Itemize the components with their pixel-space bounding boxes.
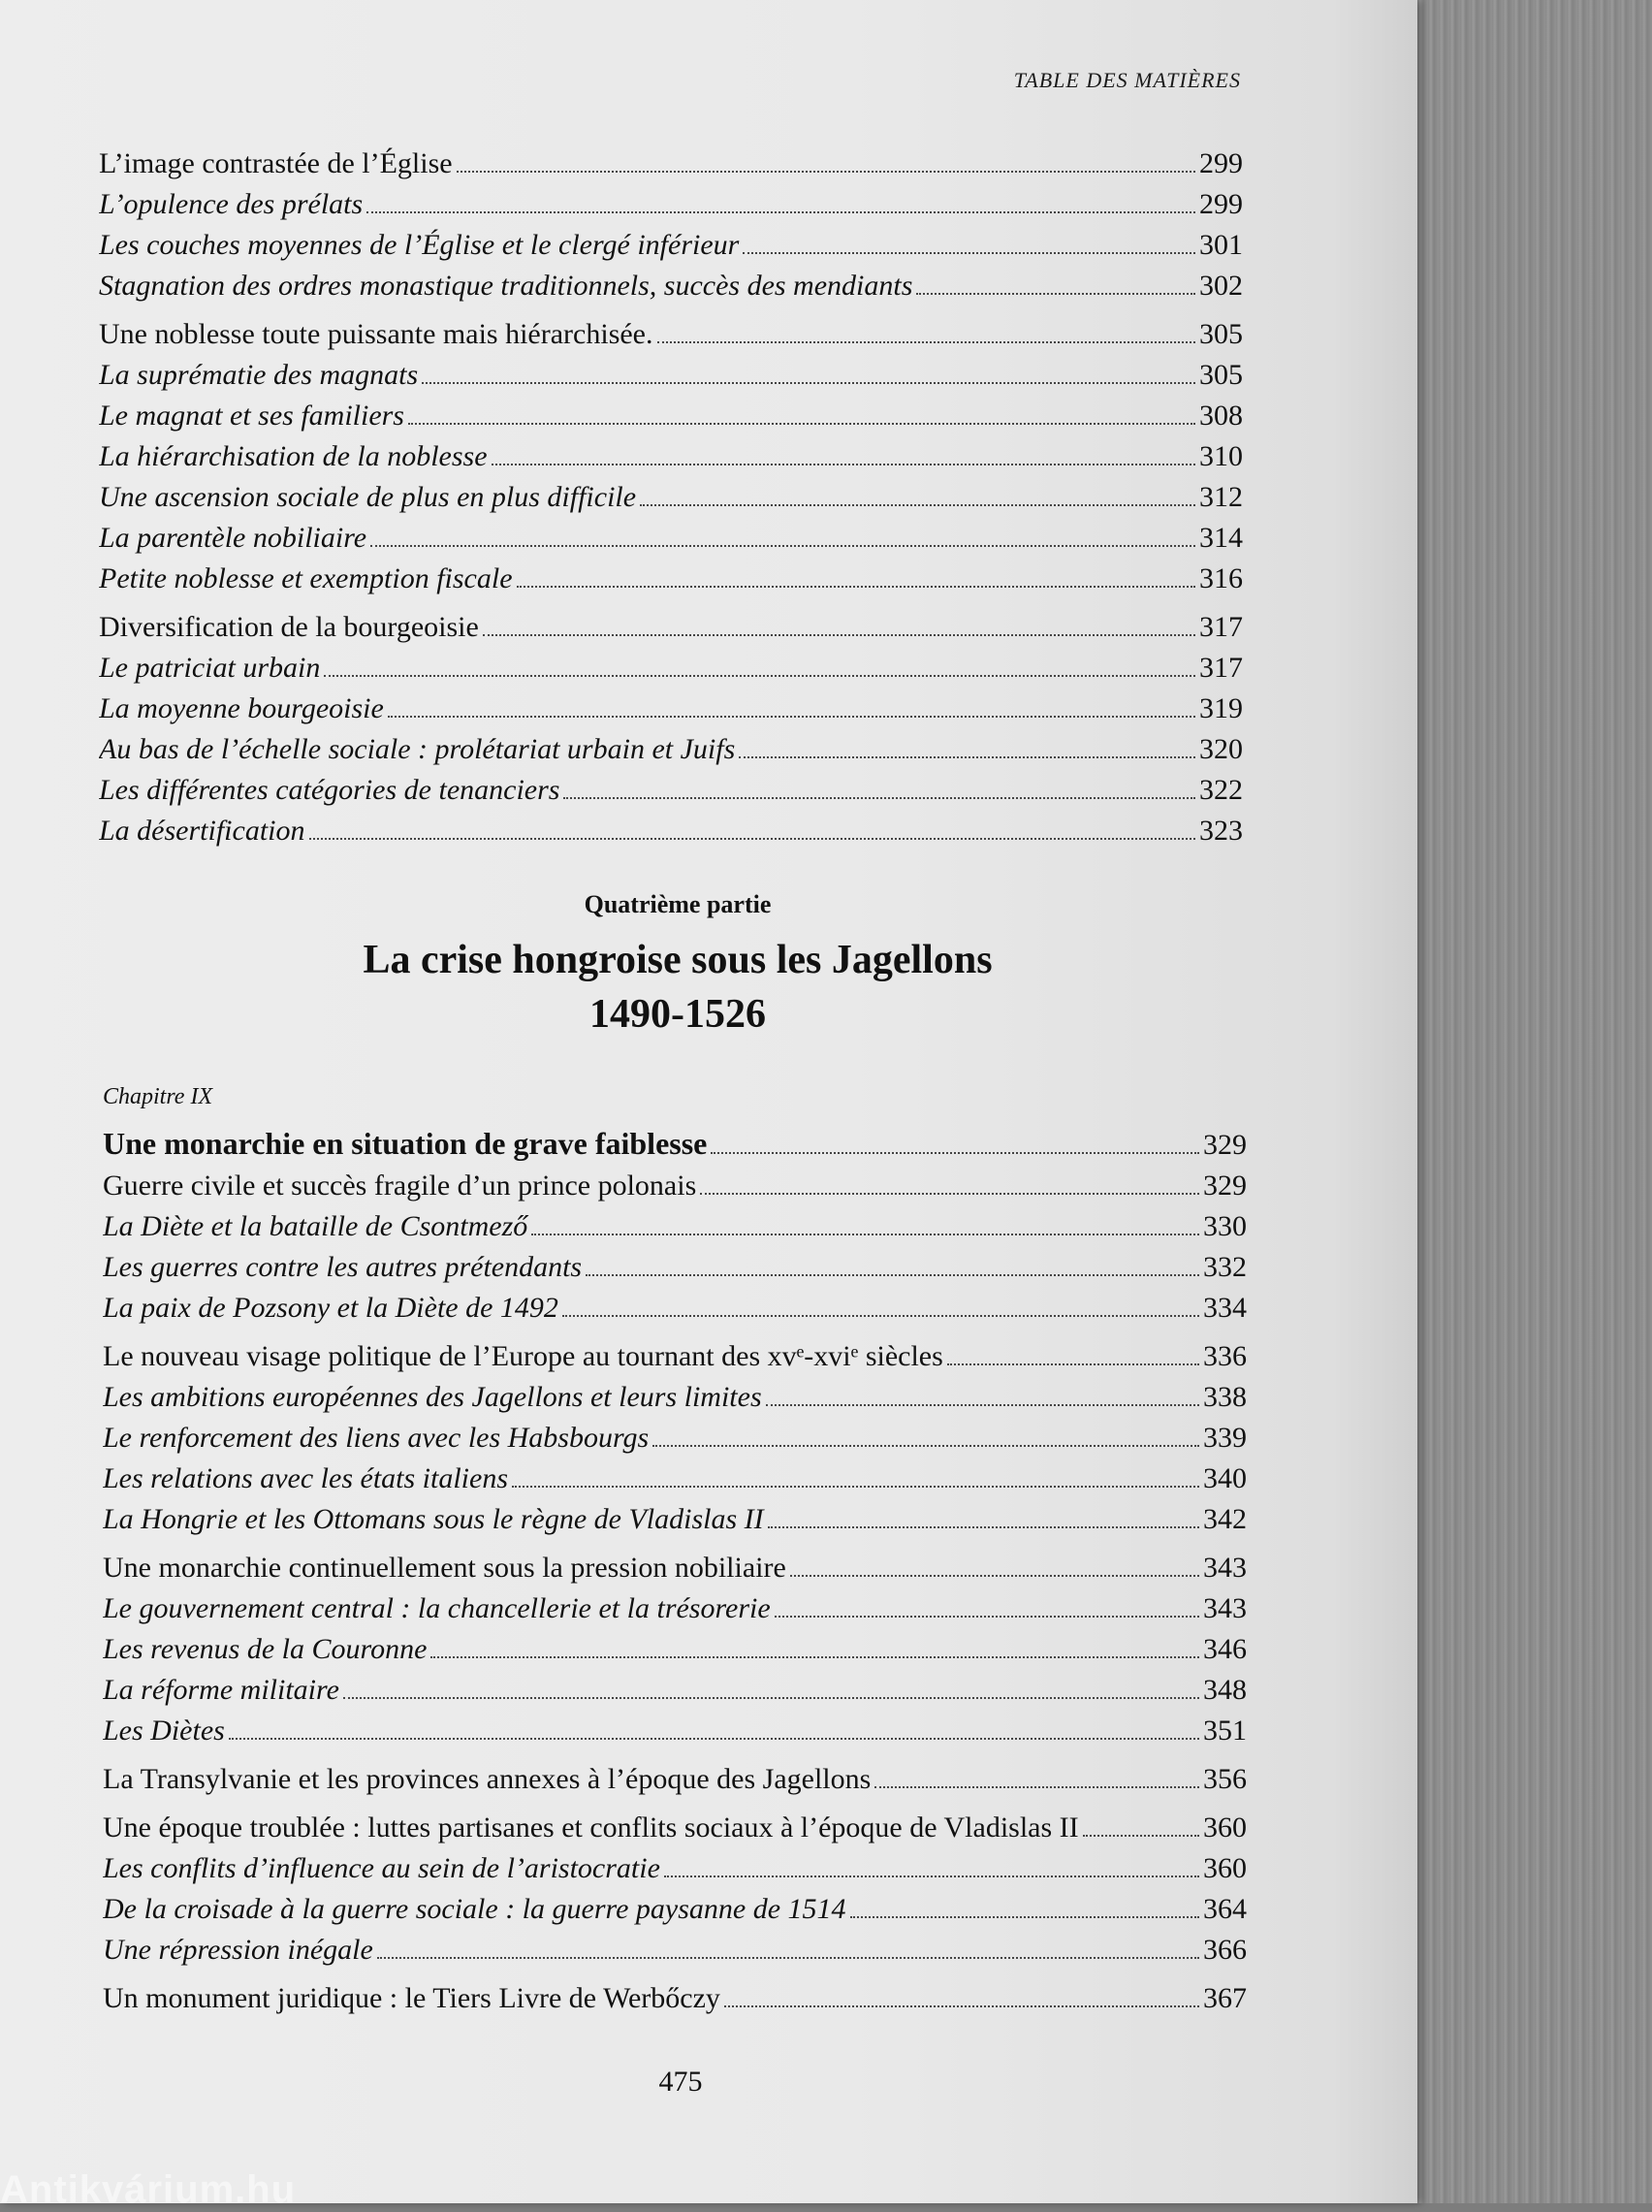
toc-entry-page: 312 bbox=[1199, 481, 1243, 513]
leader-dots bbox=[790, 1575, 1199, 1577]
toc-entry-page: 299 bbox=[1199, 188, 1243, 220]
toc-entry-page: 317 bbox=[1199, 611, 1243, 643]
toc-entry-title: La désertification bbox=[99, 815, 305, 847]
toc-entry-page: 305 bbox=[1199, 359, 1243, 391]
leader-dots bbox=[366, 211, 1195, 213]
leader-dots bbox=[874, 1786, 1199, 1788]
toc-entry-page: 360 bbox=[1203, 1852, 1247, 1884]
toc-entry-title: La paix de Pozsony et la Diète de 1492 bbox=[103, 1292, 558, 1324]
toc-entry-page: 299 bbox=[1199, 147, 1243, 179]
toc-subentry[interactable] bbox=[99, 648, 1243, 689]
toc-entry-page: 348 bbox=[1203, 1674, 1247, 1706]
toc-subentry[interactable] bbox=[99, 477, 1243, 518]
leader-dots bbox=[309, 838, 1196, 840]
toc-entry-title: Une époque troublée : luttes partisanes et conflits sociaux à l’époque de Vladislas II bbox=[103, 1811, 1079, 1843]
toc-entry-title: Les guerres contre les autres prétendants bbox=[103, 1251, 583, 1283]
toc-entry-title: Les relations avec les états italiens bbox=[103, 1462, 508, 1494]
toc-group bbox=[99, 607, 1243, 851]
toc-subentry[interactable] bbox=[103, 1288, 1247, 1329]
toc-entry-title: Diversification de la bourgeoisie bbox=[99, 611, 479, 643]
toc-entry[interactable] bbox=[99, 314, 1243, 355]
leader-dots bbox=[947, 1363, 1199, 1365]
leader-dots bbox=[408, 423, 1195, 425]
chapter-label: Chapitre IX bbox=[103, 1084, 213, 1109]
toc-entry-page: 343 bbox=[1203, 1552, 1247, 1584]
leader-dots bbox=[657, 341, 1196, 343]
toc-entry-title: L’image contrastée de l’Église bbox=[99, 147, 453, 179]
toc-entry-page: 334 bbox=[1203, 1292, 1247, 1324]
leader-dots bbox=[422, 382, 1195, 384]
leader-dots bbox=[724, 2005, 1199, 2007]
leader-dots bbox=[739, 756, 1195, 758]
toc-subentry[interactable] bbox=[99, 396, 1243, 436]
toc-subentry[interactable] bbox=[103, 1670, 1247, 1711]
leader-dots bbox=[850, 1916, 1199, 1918]
toc-subentry[interactable] bbox=[103, 1711, 1247, 1751]
chapter-title-entry[interactable] bbox=[103, 1121, 1247, 1166]
leader-dots bbox=[229, 1738, 1199, 1740]
toc-entry-page: 301 bbox=[1199, 229, 1243, 261]
toc-subentry[interactable] bbox=[99, 436, 1243, 477]
part-title bbox=[0, 933, 1355, 1042]
toc-entry-title: Stagnation des ordres monastique traditionnels, succès des mendiants bbox=[99, 270, 913, 302]
toc-subentry[interactable] bbox=[103, 1418, 1247, 1459]
leader-dots bbox=[775, 1616, 1199, 1618]
leader-dots bbox=[430, 1656, 1199, 1658]
toc-entry-title: Une répression inégale bbox=[103, 1934, 373, 1966]
leader-dots bbox=[512, 1486, 1199, 1488]
toc-entry-title: Une monarchie continuellement sous la pression nobiliaire bbox=[103, 1552, 786, 1584]
toc-subentry[interactable] bbox=[99, 266, 1243, 306]
toc-entry-title: De la croisade à la guerre sociale : la guerre paysanne de 1514 bbox=[103, 1893, 846, 1925]
toc-entry-page: 332 bbox=[1203, 1251, 1247, 1283]
toc-entry-title: Les revenus de la Couronne bbox=[103, 1633, 428, 1665]
toc-group bbox=[103, 1548, 1247, 1751]
toc-entry-title: Les Diètes bbox=[103, 1715, 225, 1747]
leader-dots bbox=[586, 1274, 1199, 1276]
chapter-page: 329 bbox=[1203, 1129, 1247, 1161]
leader-dots bbox=[1083, 1835, 1199, 1837]
leader-dots bbox=[766, 1404, 1199, 1406]
toc-subentry[interactable] bbox=[99, 559, 1243, 599]
running-header: TABLE DES MATIÈRES bbox=[1013, 68, 1241, 92]
toc-subentry[interactable] bbox=[99, 225, 1243, 266]
background-wall bbox=[1417, 0, 1652, 2203]
toc-entry-title: La réforme militaire bbox=[103, 1674, 339, 1706]
toc-entry-page: 364 bbox=[1203, 1893, 1247, 1925]
toc-entry-page: 322 bbox=[1199, 774, 1243, 806]
leader-dots bbox=[743, 252, 1195, 254]
page-number: 475 bbox=[658, 2066, 703, 2098]
leader-dots bbox=[562, 1315, 1199, 1317]
toc-entry-title: La suprématie des magnats bbox=[99, 359, 419, 391]
toc-subentry[interactable] bbox=[103, 1499, 1247, 1540]
toc-entry-title: La Diète et la bataille de Csontmező bbox=[103, 1210, 528, 1242]
leader-dots bbox=[377, 1957, 1199, 1959]
toc-entry[interactable] bbox=[99, 144, 1243, 184]
toc-group bbox=[103, 1759, 1247, 1800]
toc-entry-title: Les différentes catégories de tenanciers bbox=[99, 774, 560, 806]
toc-entry-page: 330 bbox=[1203, 1210, 1247, 1242]
toc-entry-page: 356 bbox=[1203, 1763, 1247, 1795]
toc-subentry[interactable] bbox=[99, 811, 1243, 851]
toc-entry[interactable] bbox=[103, 1978, 1247, 2019]
toc-entry-title: La parentèle nobiliaire bbox=[99, 522, 367, 554]
toc-subentry[interactable] bbox=[103, 1377, 1247, 1418]
toc-entry-title: Les couches moyennes de l’Église et le clergé inférieur bbox=[99, 229, 740, 261]
part-title-line2: 1490-1526 bbox=[589, 992, 766, 1037]
leader-dots bbox=[457, 171, 1195, 173]
toc-entry-page: 338 bbox=[1203, 1381, 1247, 1413]
toc-subentry[interactable] bbox=[103, 1588, 1247, 1629]
toc-entry-title: La moyenne bourgeoisie bbox=[99, 692, 384, 724]
toc-entry-page: 342 bbox=[1203, 1503, 1247, 1535]
toc-subentry[interactable] bbox=[103, 1247, 1247, 1288]
toc-entry-page: 343 bbox=[1203, 1592, 1247, 1624]
leader-dots bbox=[343, 1697, 1199, 1699]
leader-dots bbox=[492, 464, 1195, 465]
chapter-title: Une monarchie en situation de grave faiblesse bbox=[103, 1126, 708, 1161]
leader-dots bbox=[531, 1234, 1199, 1235]
leader-dots bbox=[640, 504, 1195, 506]
toc-entry-page: 340 bbox=[1203, 1462, 1247, 1494]
toc-section-bottom bbox=[103, 1086, 1247, 2027]
toc-section-top bbox=[99, 144, 1243, 859]
toc-subentry[interactable] bbox=[99, 770, 1243, 811]
watermark: Antikvárium.hu bbox=[0, 2168, 297, 2211]
toc-entry-title: Le renforcement des liens avec les Habsbourgs bbox=[103, 1422, 650, 1454]
toc-group bbox=[103, 1808, 1247, 1971]
leader-dots bbox=[711, 1152, 1199, 1154]
toc-entry[interactable] bbox=[103, 1336, 1247, 1377]
toc-entry[interactable] bbox=[103, 1759, 1247, 1800]
toc-entry-page: 339 bbox=[1203, 1422, 1247, 1454]
toc-subentry[interactable] bbox=[103, 1848, 1247, 1889]
toc-entry-page: 305 bbox=[1199, 318, 1243, 350]
leader-dots bbox=[324, 675, 1195, 677]
toc-group bbox=[99, 144, 1243, 306]
toc-entry-page: 323 bbox=[1199, 815, 1243, 847]
toc-entry[interactable] bbox=[103, 1548, 1247, 1588]
toc-entry-title: La Hongrie et les Ottomans sous le règne de Vladislas II bbox=[103, 1503, 764, 1535]
leader-dots bbox=[768, 1526, 1199, 1528]
part-label: Quatrième partie bbox=[584, 890, 772, 918]
toc-entry-title: L’opulence des prélats bbox=[99, 188, 364, 220]
toc-subentry[interactable] bbox=[103, 1930, 1247, 1971]
toc-entry-page: 360 bbox=[1203, 1811, 1247, 1843]
leader-dots bbox=[664, 1875, 1199, 1877]
toc-subentry[interactable] bbox=[99, 729, 1243, 770]
toc-subentry[interactable] bbox=[99, 355, 1243, 396]
toc-entry-page: 366 bbox=[1203, 1934, 1247, 1966]
toc-entry-page: 319 bbox=[1199, 692, 1243, 724]
toc-entry-title: La hiérarchisation de la noblesse bbox=[99, 440, 488, 472]
toc-entry-page: 320 bbox=[1199, 733, 1243, 765]
toc-entry-title: Le nouveau visage politique de l’Europe au tournant des xvᵉ-xviᵉ siècles bbox=[103, 1340, 943, 1372]
toc-subentry[interactable] bbox=[103, 1459, 1247, 1499]
toc-group bbox=[99, 314, 1243, 599]
toc-entry[interactable] bbox=[103, 1808, 1247, 1848]
leader-dots bbox=[517, 586, 1195, 588]
toc-entry-page: 310 bbox=[1199, 440, 1243, 472]
toc-subentry[interactable] bbox=[99, 518, 1243, 559]
toc-entry-title: Guerre civile et succès fragile d’un prince polonais bbox=[103, 1170, 697, 1202]
toc-entry-page: 329 bbox=[1203, 1170, 1247, 1202]
toc-entry-page: 317 bbox=[1199, 652, 1243, 684]
leader-dots bbox=[916, 293, 1195, 295]
toc-entry-page: 351 bbox=[1203, 1715, 1247, 1747]
part-title-line1: La crise hongroise sous les Jagellons bbox=[363, 938, 993, 982]
toc-entry-title: Le patriciat urbain bbox=[99, 652, 321, 684]
toc-entry-page: 367 bbox=[1203, 1982, 1247, 2014]
toc-entry-title: Une noblesse toute puissante mais hiérarchisée. bbox=[99, 318, 653, 350]
leader-dots bbox=[563, 797, 1195, 799]
toc-entry[interactable] bbox=[99, 607, 1243, 648]
toc-subentry[interactable] bbox=[99, 184, 1243, 225]
toc-entry-page: 316 bbox=[1199, 562, 1243, 594]
leader-dots bbox=[388, 716, 1195, 718]
toc-entry-title: Le gouvernement central : la chancellerie et la trésorerie bbox=[103, 1592, 771, 1624]
toc-entry-page: 346 bbox=[1203, 1633, 1247, 1665]
toc-subentry[interactable] bbox=[103, 1889, 1247, 1930]
toc-entry-page: 336 bbox=[1203, 1340, 1247, 1372]
toc-entry-title: Une ascension sociale de plus en plus difficile bbox=[99, 481, 637, 513]
leader-dots bbox=[700, 1193, 1199, 1195]
toc-entry-title: Au bas de l’échelle sociale : prolétariat urbain et Juifs bbox=[99, 733, 736, 765]
toc-entry-title: Petite noblesse et exemption fiscale bbox=[99, 562, 513, 594]
toc-subentry[interactable] bbox=[99, 689, 1243, 729]
toc-entry-title: Les ambitions européennes des Jagellons et leurs limites bbox=[103, 1381, 762, 1413]
toc-entry-page: 314 bbox=[1199, 522, 1243, 554]
leader-dots bbox=[370, 545, 1195, 547]
toc-subentry[interactable] bbox=[103, 1629, 1247, 1670]
toc-entry[interactable] bbox=[103, 1166, 1247, 1206]
leader-dots bbox=[652, 1445, 1199, 1447]
toc-entry-title: Les conflits d’influence au sein de l’aristocratie bbox=[103, 1852, 660, 1884]
toc-group bbox=[103, 1978, 1247, 2019]
toc-entry-title: Le magnat et ses familiers bbox=[99, 400, 404, 432]
toc-subentry[interactable] bbox=[103, 1206, 1247, 1247]
toc-entry-page: 302 bbox=[1199, 270, 1243, 302]
leader-dots bbox=[483, 634, 1195, 636]
toc-entry-title: La Transylvanie et les provinces annexes à l’époque des Jagellons bbox=[103, 1763, 872, 1795]
toc-group bbox=[103, 1336, 1247, 1540]
toc-entry-page: 308 bbox=[1199, 400, 1243, 432]
toc-entry-title: Un monument juridique : le Tiers Livre de Werbőczy bbox=[103, 1982, 720, 2014]
toc-group bbox=[103, 1166, 1247, 1329]
